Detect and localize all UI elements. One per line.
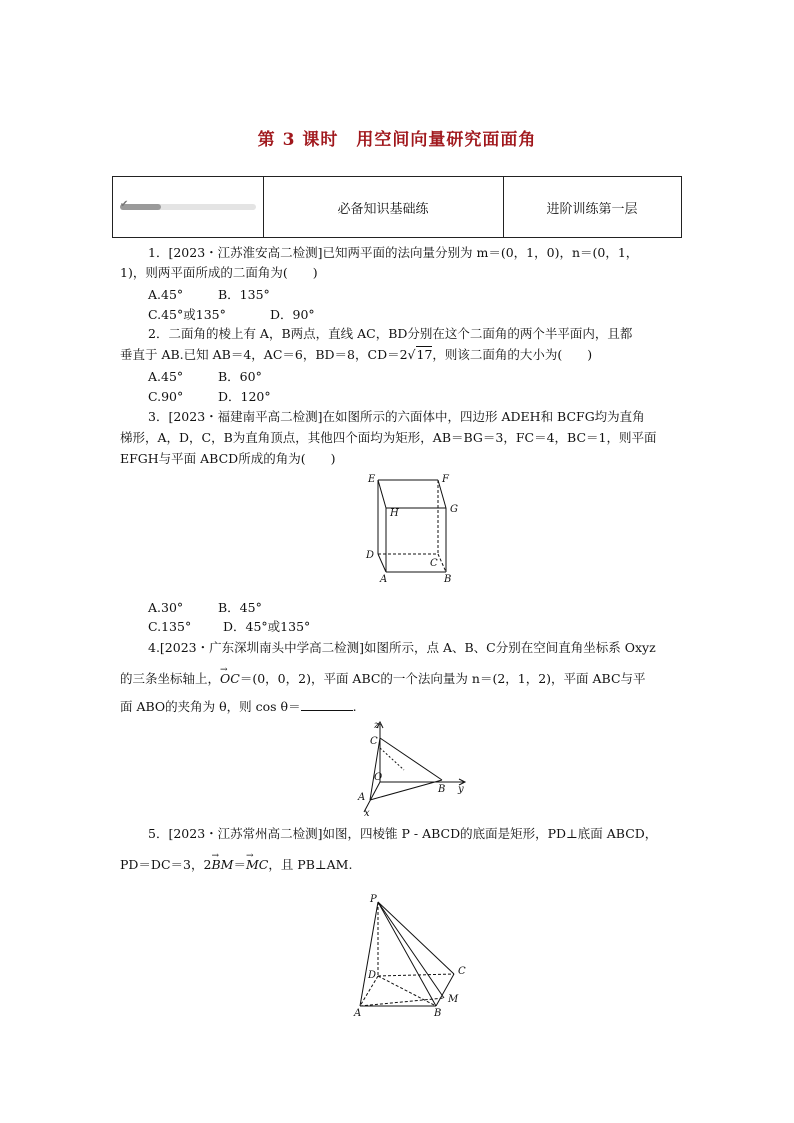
- check-icon: ✔: [120, 199, 129, 210]
- q5-line2-part2: ，且 PB⊥AM.: [268, 857, 353, 872]
- label-A: A: [354, 1008, 362, 1019]
- q4-line3-end: .: [352, 699, 357, 714]
- label-A: A: [358, 792, 366, 803]
- progress-cell: [113, 177, 264, 237]
- label-P: P: [370, 894, 377, 905]
- q3-option-b: B．45°: [218, 600, 262, 615]
- progress-bar: [120, 199, 256, 210]
- label-A: A: [380, 574, 388, 585]
- label-O: O: [374, 772, 383, 783]
- q2-line2-part2: ，则该二面角的大小为( ): [432, 347, 593, 362]
- label-B: B: [444, 574, 452, 585]
- q1-line1: 1．[2023・江苏淮安高二检测]已知两平面的法向量分别为 m＝(0，1，0)，n＝(0，1，: [148, 245, 639, 260]
- q5-equals: ＝: [233, 857, 246, 872]
- label-G: G: [450, 504, 458, 515]
- q2-option-c: C.90°: [148, 389, 184, 404]
- q2-options-row1: [148, 367, 262, 385]
- q4-line1: 4.[2023・广东深圳南头中学高二检测]如图所示，点 A、B、C分别在空间直角坐标系 Oxyz: [148, 640, 656, 655]
- q3-line3: EFGH与平面 ABCD所成的角为( ): [120, 451, 336, 466]
- q1-options-row2: [148, 305, 315, 323]
- q3-options-row2: [148, 617, 310, 635]
- label-B: B: [434, 1008, 442, 1019]
- q1-option-d: D．90°: [270, 307, 315, 322]
- pyramid-figure: [350, 890, 480, 1020]
- section-label-advanced: 进阶训练第一层: [546, 201, 638, 217]
- q2-option-d: D．120°: [218, 389, 271, 404]
- q2-line1: 2．二面角的棱上有 A，B两点，直线 AC，BD分别在这个二面角的两个半平面内，且都: [148, 326, 633, 341]
- q1-option-a: A.45°: [148, 287, 184, 302]
- label-E: E: [368, 474, 376, 485]
- q4-line2-part2: ＝(0，0，2)，平面 ABC的一个法向量为 n＝(2，1，2)，平面 ABC与平: [239, 671, 646, 686]
- q1-line2: 1)，则两平面所成的二面角为( ): [120, 265, 318, 280]
- coordinate-figure: [352, 718, 472, 818]
- q3-line2: 梯形，A，D，C，B为直角顶点，其他四个面均为矩形，AB＝BG＝3，FC＝4，BC＝1，则平面: [120, 430, 657, 445]
- label-C: C: [430, 558, 438, 569]
- label-D: D: [366, 550, 375, 561]
- vector-bm: → BM: [211, 856, 233, 874]
- q3-option-a: A.30°: [148, 600, 184, 615]
- vector-mc: → MC: [246, 856, 268, 874]
- q1-option-c: C.45°或135°: [148, 307, 226, 322]
- section-label-basic: 必备知识基础练: [263, 177, 504, 237]
- q3-options-row1: [148, 598, 262, 616]
- q2-option-b: B．60°: [218, 369, 262, 384]
- hexahedron-figure: [360, 470, 470, 585]
- q2-line2: [120, 346, 592, 364]
- answer-blank: [301, 698, 353, 711]
- label-z: z: [374, 720, 380, 731]
- q4-line3-part1: 面 ABO的夹角为 θ，则 cos θ＝: [120, 699, 301, 714]
- label-C: C: [458, 966, 466, 977]
- q2-option-a: A.45°: [148, 369, 184, 384]
- q3-option-d: D．45°或135°: [223, 619, 311, 634]
- q2-sqrt-value: 17: [416, 347, 433, 362]
- page-title: 第 3 课时 用空间向量研究面面角: [257, 130, 537, 150]
- q3-option-c: C.135°: [148, 619, 192, 634]
- q2-line2-part1: 垂直于 AB.已知 AB＝4，AC＝6，BD＝8，CD＝2: [120, 347, 408, 362]
- label-D: D: [368, 970, 377, 981]
- q4-line2: [120, 670, 646, 688]
- section-header-table: [112, 176, 682, 238]
- q4-line3: [120, 698, 357, 716]
- label-x: x: [364, 808, 370, 818]
- q1-option-b: B．135°: [218, 287, 270, 302]
- label-F: F: [442, 474, 449, 485]
- label-M: M: [448, 994, 459, 1005]
- label-C: C: [370, 736, 378, 747]
- q5-line1: 5．[2023・江苏常州高二检测]如图，四棱锥 P - ABCD的底面是矩形，PD⊥底面 ABCD，: [148, 826, 658, 841]
- q4-line2-part1: 的三条坐标轴上，: [120, 671, 221, 686]
- q5-line2: [120, 856, 352, 874]
- label-y: y: [458, 784, 464, 795]
- q5-line2-part1: PD＝DC＝3，2: [120, 857, 212, 872]
- label-H: H: [390, 508, 399, 519]
- q1-options-row1: [148, 285, 270, 303]
- q2-options-row2: [148, 387, 271, 405]
- label-B: B: [438, 784, 446, 795]
- vector-oc: → OC: [220, 670, 240, 688]
- q3-line1: 3．[2023・福建南平高二检测]在如图所示的六面体中，四边形 ADEH和 BCFG均为直角: [148, 409, 645, 424]
- sqrt-sign: √: [407, 347, 416, 362]
